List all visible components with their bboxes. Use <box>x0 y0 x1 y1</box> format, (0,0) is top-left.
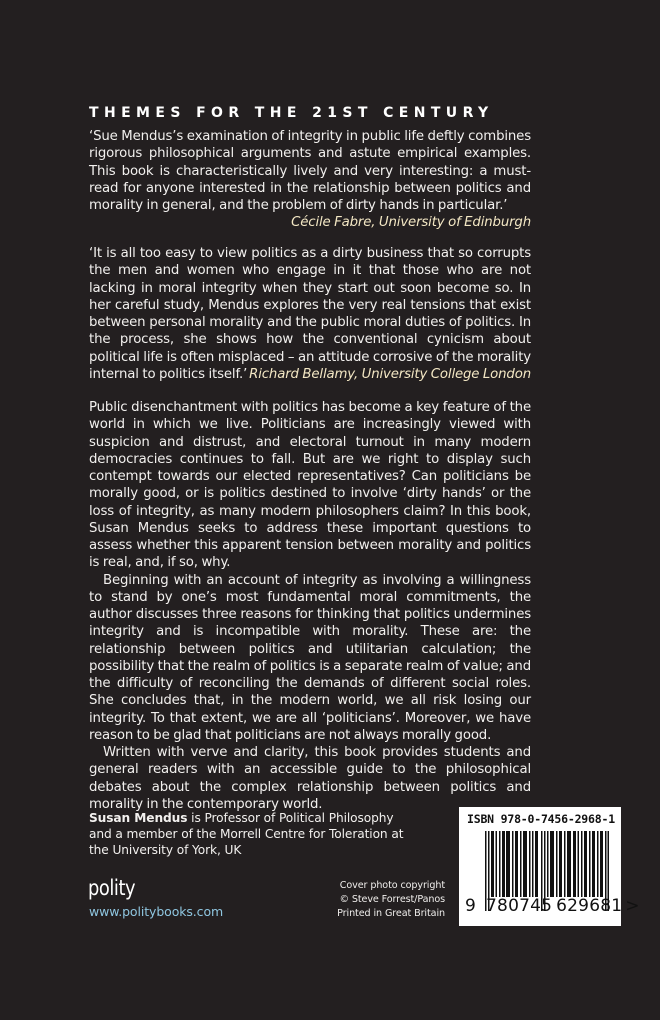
endorsement-quote-with-attribution <box>89 245 531 383</box>
photographer-credit: © Steve Forrest/Panos <box>339 894 445 905</box>
credits <box>305 879 445 921</box>
author-bio-text: is Professor of Political Philosophy and a member of the Morrell Centre for Toleration at the University of York, UK <box>89 811 404 857</box>
endorsement-attribution: Richard Bellamy, University College London <box>249 366 531 382</box>
barcode-digits-left: 780745 <box>486 896 553 916</box>
cover-photo-credit: Cover photo copyright <box>339 880 445 891</box>
barcode-digit-first: 9 <box>465 896 477 916</box>
publisher-logo: polity <box>88 876 136 900</box>
description-paragraph: Beginning with an account of integrity as involving a willingness to stand by one’s most fundamental moral commitments, the author discusses three reasons for thinking that politics undermines integrity and is incompatible with morality. These are: the relationship between politics and utilitarian calculation; the possibility that the realm of politics is a separate realm of value; and the difficulty of reconciling the demands of different social roles. She concludes that, in the modern world, we all risk losing our integrity. To that extent, we are all ‘politicians’. Moreover, we have reason to be glad that politicians are not always morally good. <box>89 572 531 743</box>
author-name: Susan Mendus <box>89 811 188 825</box>
isbn-label: ISBN 978-0-7456-2968-1 <box>467 812 615 826</box>
description-paragraph: Public disenchantment with politics has become a key feature of the world in which we live. Politicians are increasingly viewed with suspicion and distrust, and electoral turnout in many modern democracies continues to fall. But are we right to display such contempt towards our elected representatives? Can politicians be morally good, or is politics destined to involve ‘dirty hands’ or the loss of integrity, as many modern philosophers claim? In this book, Susan Mendus seeks to address these important questions to assess whether this apparent tension between morality and politics is real, and, if so, why. <box>89 400 531 571</box>
author-bio <box>89 810 419 858</box>
endorsement-2 <box>89 245 531 383</box>
barcode-digits-right: 629681 <box>556 896 623 916</box>
printed-in: Printed in Great Britain <box>337 908 445 919</box>
endorsement-attribution: Cécile Fabre, University of Edinburgh <box>291 215 531 231</box>
endorsement-quote: ‘It is all too easy to view politics as a dirty business that so corrupts the men and women who engage in it that those who are not lacking in moral integrity when they start out soon become so. In her careful study, Mendus explores the very real tensions that exist between personal morality and the public moral duties of politics. In the process, she shows how the conventional cynicism about political life is often misplaced – an attitude corrosive of the morality internal to politics itself.’ <box>89 246 531 382</box>
book-description <box>89 399 531 813</box>
series-title: THEMES FOR THE 21ST CENTURY <box>89 105 494 121</box>
barcode-arrow-icon: > <box>625 896 640 916</box>
endorsement-1 <box>89 128 531 232</box>
endorsement-quote: ‘Sue Mendus’s examination of integrity in public life deftly combines rigorous philosophical arguments and astute empirical examples. This book is characteristically lively and very interesting: a must-read for anyone interested in the relationship between politics and morality in general, and the problem of dirty hands in particular.’ <box>89 129 531 213</box>
isbn-barcode <box>459 807 640 926</box>
barcode-digits <box>465 896 640 916</box>
description-paragraph: Written with verve and clarity, this book provides students and general readers with an accessible guide to the philosophical debates about the complex relationship between politics and morality in the contemporary world. <box>89 745 531 812</box>
publisher-url-link[interactable]: www.politybooks.com <box>89 904 224 919</box>
